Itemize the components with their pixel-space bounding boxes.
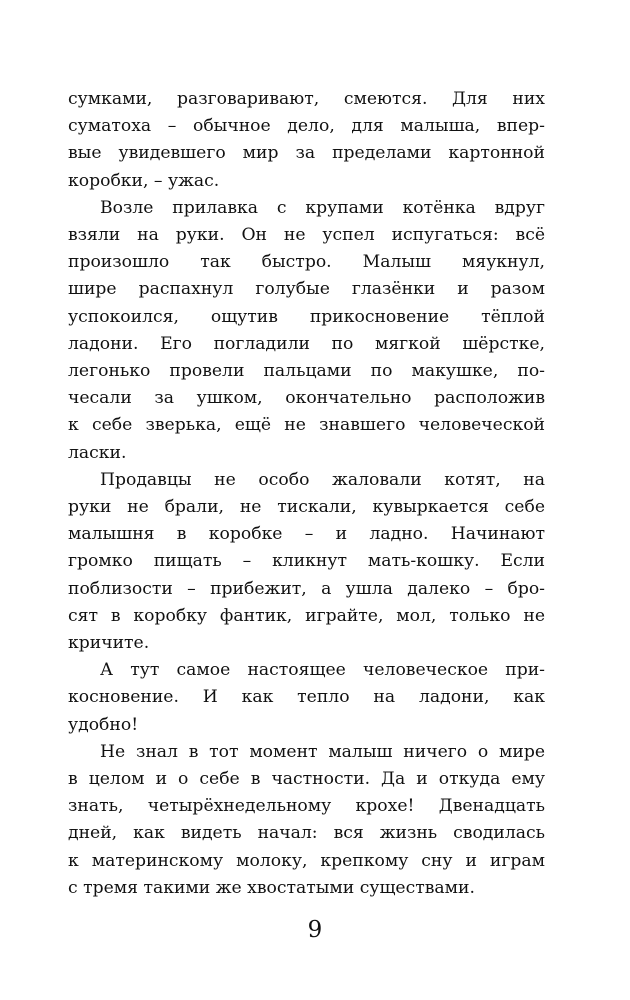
text-line: чесали за ушком, окончательно расположив	[68, 388, 545, 409]
text-line: ласки.	[68, 442, 127, 463]
text-line: Продавцы не особо жаловали котят, на	[100, 469, 545, 490]
text-line: Не знал в тот момент малыш ничего о мире	[100, 741, 545, 762]
text-line: косновение. И как тепло на ладони, как	[68, 687, 545, 708]
text-line: дней, как видеть начал: вся жизнь сводилась	[68, 823, 545, 844]
text-line: к материнскому молоку, крепкому сну и играм	[68, 850, 545, 871]
text-line: удобно!	[68, 714, 139, 735]
text-line: малышня в коробке – и ладно. Начинают	[68, 524, 545, 545]
text-line: легонько провели пальцами по макушке, по-	[68, 361, 545, 382]
text-line: с тремя такими же хвостатыми существами.	[68, 877, 475, 898]
paragraph-5	[68, 739, 545, 902]
paragraph-3	[68, 467, 545, 657]
text-line: сумками, разговаривают, смеются. Для них	[68, 89, 545, 109]
page-body	[68, 86, 545, 902]
text-line: знать, четырёхнедельному крохе! Двенадцать	[68, 796, 545, 817]
text-line: коробки, – ужас.	[68, 170, 220, 191]
text-line: произошло так быстро. Малыш мяукнул,	[68, 252, 545, 273]
paragraph-2	[68, 195, 545, 467]
text-line: кричите.	[68, 633, 150, 654]
paragraph-1	[68, 86, 545, 195]
text-line: руки не брали, не тискали, кувыркается себе	[68, 497, 545, 518]
text-line: Возле прилавка с крупами котёнка вдруг	[100, 197, 545, 218]
text-line: шире распахнул голубые глазёнки и разом	[68, 279, 545, 300]
text-line: поблизости – прибежит, а ушла далеко – бро-	[68, 578, 545, 599]
paragraph-4	[68, 657, 545, 739]
text-line: суматоха – обычное дело, для малыша, впер-	[68, 116, 545, 137]
text-line: ладони. Его погладили по мягкой шёрстке,	[68, 333, 545, 354]
text-line: успокоился, ощутив прикосновение тёплой	[68, 306, 545, 327]
text-line: в целом и о себе в частности. Да и откуда ему	[68, 769, 545, 790]
text-line: сят в коробку фантик, играйте, мол, только не	[68, 605, 545, 626]
text-line: А тут самое настоящее человеческое при-	[100, 660, 545, 681]
text-line: взяли на руки. Он не успел испугаться: всё	[68, 225, 545, 246]
page-number: 9	[307, 917, 323, 943]
text-line: громко пищать – кликнут мать-кошку. Если	[68, 551, 545, 572]
text-line: вые увидевшего мир за пределами картонной	[68, 143, 545, 164]
text-line: к себе зверька, ещё не знавшего человеческой	[68, 415, 545, 436]
